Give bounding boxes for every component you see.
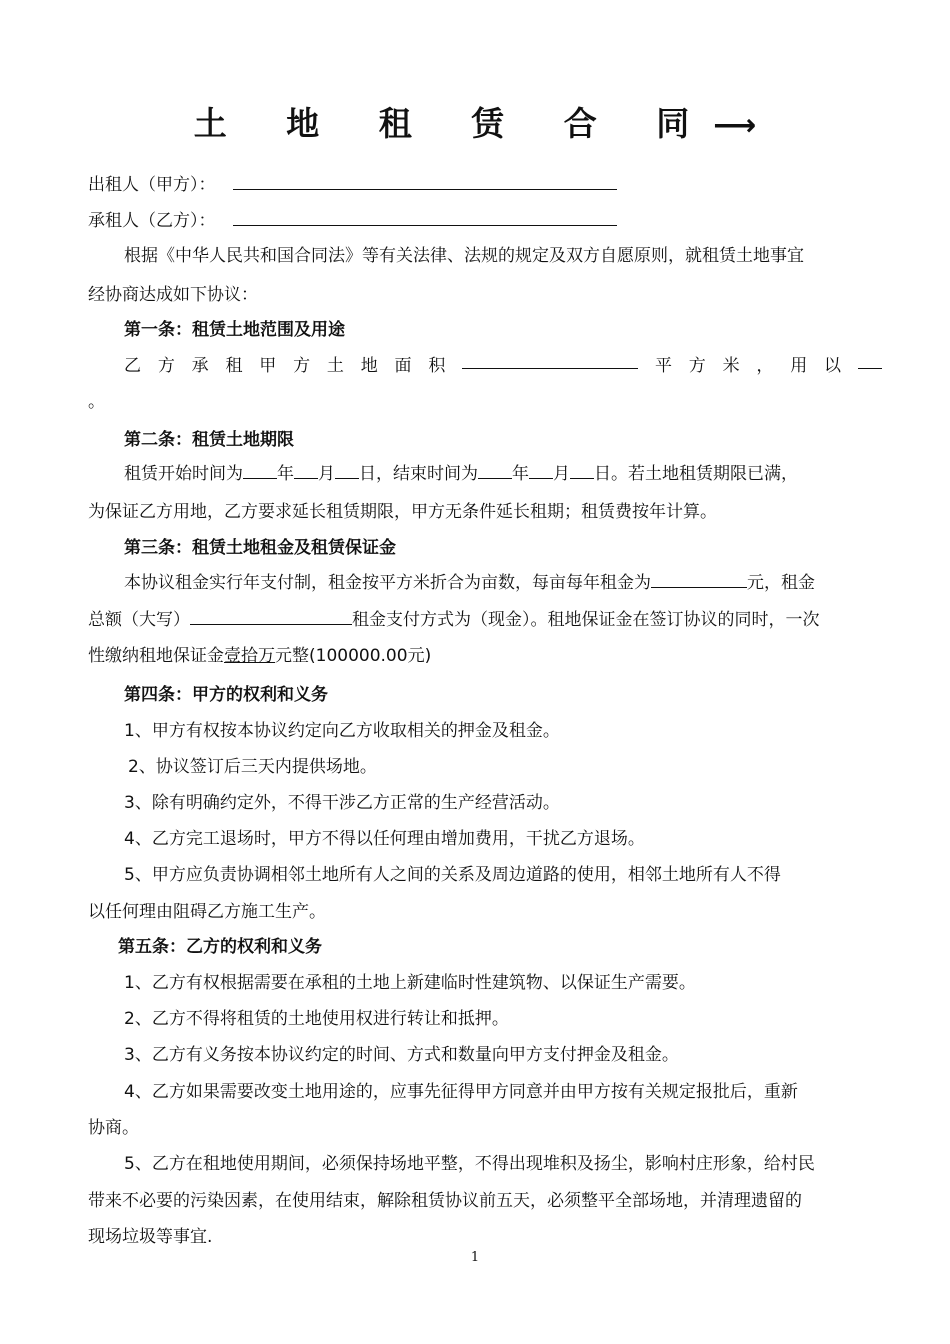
- article-4-item-1: 1、甲方有权按本协议约定向乙方收取相关的押金及租金。: [124, 721, 560, 741]
- end-month-blank[interactable]: [529, 461, 553, 479]
- article-5-item-5-line-1: 5、乙方在租地使用期间，必须保持场地平整，不得出现堆积及扬尘，影响村庄形象，给村民: [124, 1154, 815, 1174]
- rent-per-mu-blank[interactable]: [651, 570, 747, 588]
- lessee-line: [88, 206, 617, 231]
- article-4-item-2: 2、协议签订后三天内提供场地。: [128, 757, 377, 777]
- article-5-item-4-cont: 协商。: [88, 1118, 139, 1138]
- title-arrow-mark: ⟶: [713, 108, 757, 143]
- article-1-heading: 第一条：租赁土地范围及用途: [124, 320, 345, 340]
- article-5-item-2: 2、乙方不得将租赁的土地使用权进行转让和抵押。: [124, 1009, 509, 1029]
- intro-line-2: 经协商达成如下协议：: [88, 285, 258, 305]
- lessee-label: 承租人（乙方）：: [88, 211, 216, 231]
- article-3-line-3: 性缴纳租地保证金壹拾万元整(100000.00元): [88, 646, 432, 666]
- land-use-blank[interactable]: [858, 351, 882, 369]
- article-2-heading: 第二条：租赁土地期限: [124, 430, 294, 450]
- article-4-item-4: 4、乙方完工退场时，甲方不得以任何理由增加费用，干扰乙方退场。: [124, 829, 645, 849]
- lessor-line: [88, 170, 617, 195]
- lessee-name-blank[interactable]: [233, 208, 617, 226]
- lessor-name-blank[interactable]: [233, 172, 617, 190]
- article-5-item-5-line-3: 现场垃圾等事宜.: [88, 1227, 213, 1247]
- article-5-item-4: 4、乙方如果需要改变土地用途的，应事先征得甲方同意并由甲方按有关规定报批后，重新: [124, 1082, 798, 1102]
- article-5-item-1: 1、乙方有权根据需要在承租的土地上新建临时性建筑物、以保证生产需要。: [124, 973, 696, 993]
- article-3-heading: 第三条：租赁土地租金及租赁保证金: [124, 538, 396, 558]
- article-4-item-3: 3、除有明确约定外，不得干涉乙方正常的生产经营活动。: [124, 793, 560, 813]
- intro-line-1: 根据《中华人民共和国合同法》等有关法律、法规的规定及双方自愿原则，就租赁土地事宜: [124, 246, 804, 266]
- start-year-blank[interactable]: [243, 461, 277, 479]
- page-number: 1: [470, 1250, 480, 1265]
- article-5-item-5-line-2: 带来不必要的污染因素，在使用结束，解除租赁协议前五天，必须整平全部场地，并清理遗留的: [88, 1191, 802, 1211]
- article-2-line-1: 租赁开始时间为 年 月 日，结束时间为 年 月 日。若土地租赁期限已满，: [124, 459, 798, 484]
- article-3-line-1: 本协议租金实行年支付制，租金按平方米折合为亩数，每亩每年租金为 元，租金: [124, 568, 815, 593]
- start-day-blank[interactable]: [335, 461, 359, 479]
- deposit-amount-words: 壹拾万: [224, 646, 275, 666]
- article-1-end: 。: [88, 392, 105, 412]
- article-4-heading: 第四条：甲方的权利和义务: [124, 685, 328, 705]
- start-month-blank[interactable]: [294, 461, 318, 479]
- document-title: 土 地 租 赁 合 同⟶: [193, 104, 757, 143]
- article-4-item-5: 5、甲方应负责协调相邻土地所有人之间的关系及周边道路的使用，相邻土地所有人不得: [124, 865, 781, 885]
- article-2-line-2: 为保证乙方用地，乙方要求延长租赁期限，甲方无条件延长租期；租赁费按年计算。: [88, 502, 717, 522]
- article-5-heading: 第五条：乙方的权利和义务: [118, 937, 322, 957]
- end-year-blank[interactable]: [478, 461, 512, 479]
- article-5-item-3: 3、乙方有义务按本协议约定的时间、方式和数量向甲方支付押金及租金。: [124, 1045, 679, 1065]
- land-area-blank[interactable]: [462, 351, 638, 369]
- end-day-blank[interactable]: [570, 461, 594, 479]
- article-1-line: 乙 方 承 租 甲 方 土 地 面 积 平 方 米 ， 用 以: [124, 351, 882, 376]
- lessor-label: 出租人（甲方）：: [88, 175, 216, 195]
- article-4-item-5-cont: 以任何理由阻碍乙方施工生产。: [88, 902, 326, 922]
- rent-total-blank[interactable]: [190, 607, 352, 625]
- article-3-line-2: 总额（大写） 租金支付方式为（现金）。租地保证金在签订协议的同时，一次: [88, 605, 820, 630]
